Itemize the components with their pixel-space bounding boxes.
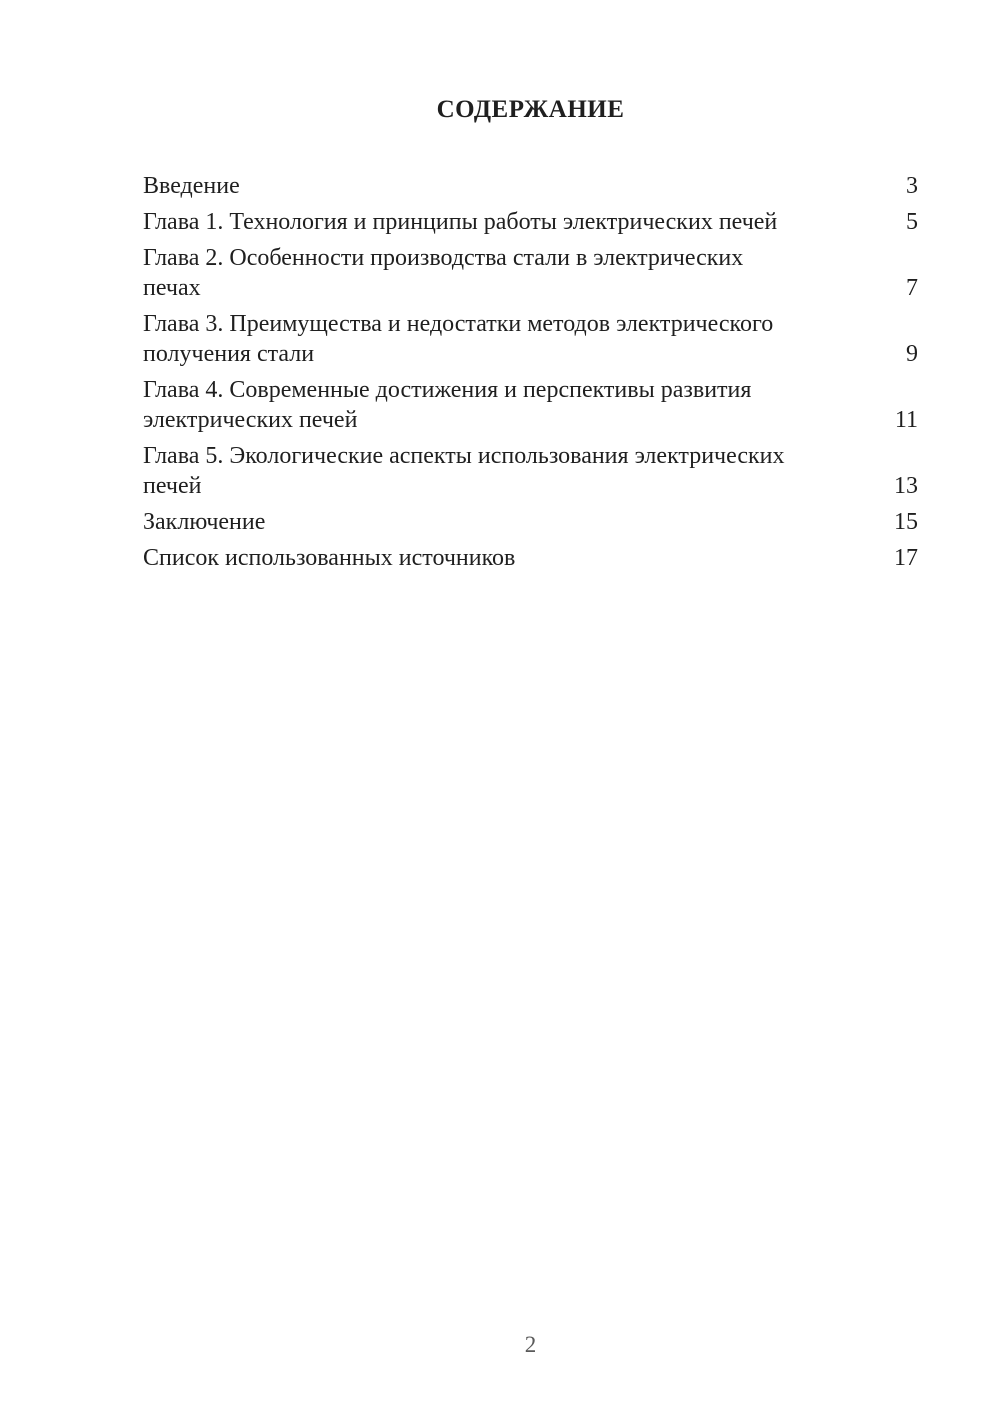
toc-entry-title: [143, 441, 785, 501]
toc-entry: [143, 543, 918, 573]
toc-entry-page-number: 5: [906, 209, 918, 235]
toc-entry-title: [143, 309, 773, 369]
toc-entry-page-number: 17: [894, 545, 918, 571]
toc-entry: [143, 171, 918, 201]
toc-entry-line: Глава 3. Преимущества и недостатки методов электрического: [143, 311, 774, 337]
toc-entry-line: печах: [143, 275, 201, 301]
toc-entry: [143, 441, 918, 501]
toc-entry-title: [143, 375, 751, 435]
toc-entry: [143, 507, 918, 537]
toc-entry-line: Глава 4. Современные достижения и перспективы развития: [143, 377, 752, 403]
toc-entry-page-number: 9: [906, 341, 918, 367]
toc-entry-title: [143, 171, 240, 201]
footer-page-number: 2: [524, 1332, 537, 1357]
toc-entry-title: [143, 507, 265, 537]
toc-entry-line: получения стали: [143, 341, 315, 367]
toc-entry-title: [143, 243, 743, 303]
toc-entry: [143, 207, 918, 237]
toc-entry-line: электрических печей: [143, 407, 358, 433]
toc-list: [143, 171, 918, 579]
toc-entry: [143, 243, 918, 303]
toc-entry-page-number: 3: [906, 173, 918, 199]
toc-entry-title: [143, 207, 777, 237]
toc-entry-line: Глава 2. Особенности производства стали в электрических: [143, 245, 744, 271]
toc-entry-page-number: 11: [894, 407, 918, 433]
toc-entry-line: Введение: [143, 173, 240, 199]
toc-entry-line: Глава 5. Экологические аспекты использования электрических: [143, 443, 785, 469]
toc-entry-line: печей: [143, 473, 202, 499]
toc-entry-line: Список использованных источников: [143, 545, 516, 571]
toc-entry-line: Глава 1. Технология и принципы работы электрических печей: [143, 209, 778, 235]
toc-entry-line: Заключение: [143, 509, 266, 535]
toc-entry: [143, 309, 918, 369]
toc-entry-title: [143, 543, 515, 573]
toc-title: СОДЕРЖАНИЕ: [436, 96, 625, 123]
toc-entry-page-number: 15: [894, 509, 918, 535]
toc-entry: [143, 375, 918, 435]
toc-entry-page-number: 13: [894, 473, 918, 499]
toc-entry-page-number: 7: [906, 275, 918, 301]
